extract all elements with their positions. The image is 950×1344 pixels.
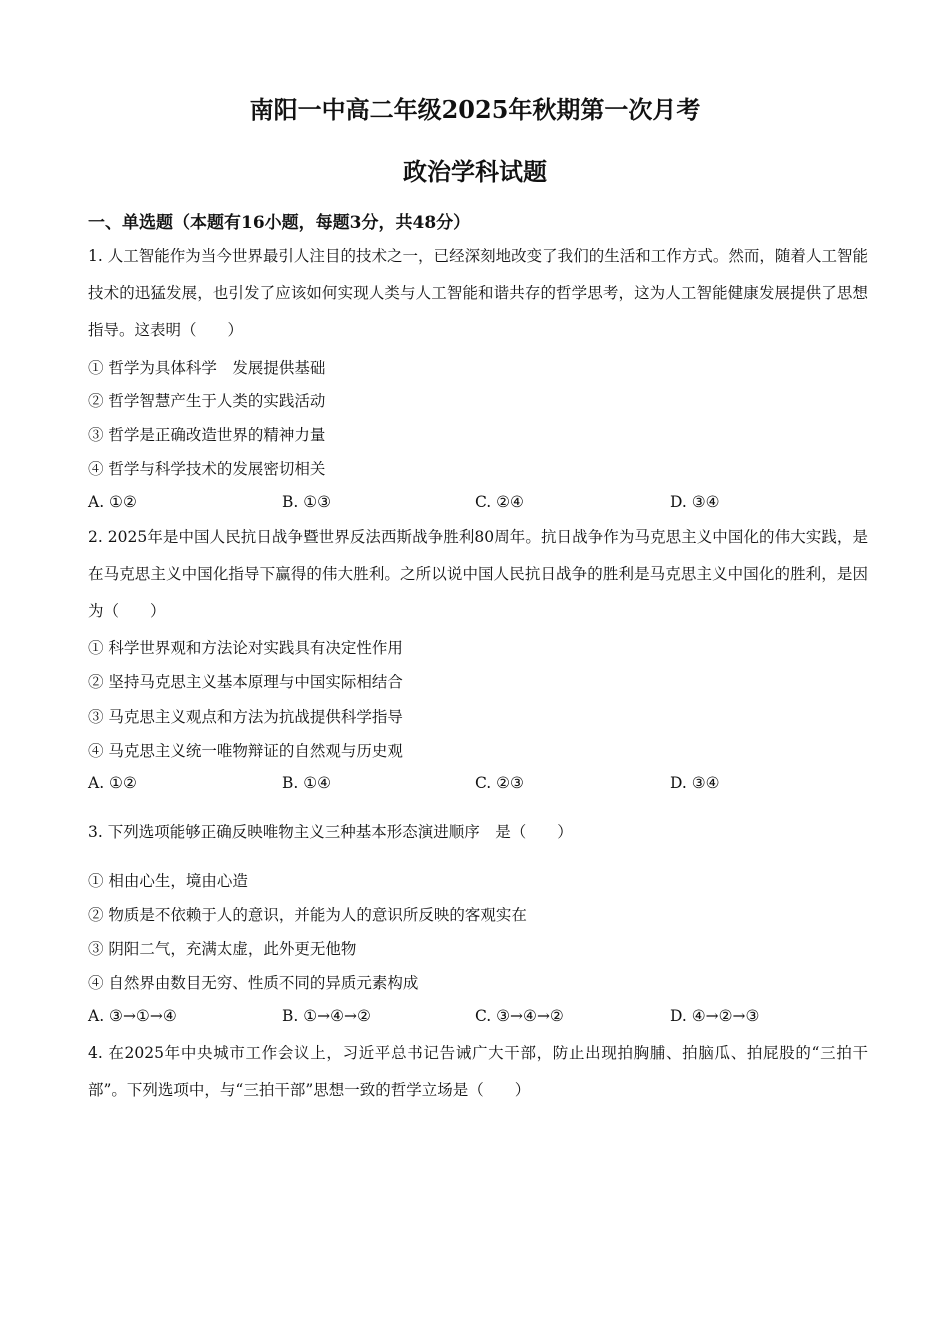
- choice-a: A. ①②: [88, 493, 137, 511]
- question-3-choices: [88, 1007, 868, 1029]
- question-3-option-4: ④ 自然界由数目无穷、性质不同的异质元素构成: [88, 974, 419, 992]
- question-2-option-1: ① 科学世界观和方法论对实践具有决定性作用: [88, 639, 403, 657]
- choice-b: B. ①③: [282, 493, 332, 511]
- question-1-option-1: ① 哲学为具体科学 发展提供基础: [88, 359, 326, 377]
- choice-d: D. ④→②→③: [670, 1007, 760, 1025]
- choice-c: C. ②③: [475, 774, 524, 792]
- choice-b: B. ①④: [282, 774, 332, 792]
- choice-c: C. ②④: [475, 493, 524, 511]
- question-3-stem: 3. 下列选项能够正确反映唯物主义三种基本形态演进顺序 是（ ）: [88, 823, 573, 841]
- choice-d: D. ③④: [670, 774, 720, 792]
- choice-a: A. ①②: [88, 774, 137, 792]
- question-1-option-4: ④ 哲学与科学技术的发展密切相关: [88, 460, 326, 478]
- choice-a: A. ③→①→④: [88, 1007, 177, 1025]
- question-3-option-3: ③ 阴阳二气，充满太虚，此外更无他物: [88, 940, 357, 958]
- choice-b: B. ①→④→②: [282, 1007, 371, 1025]
- question-1-stem: 1. 人工智能作为当今世界最引人注目的技术之一，已经深刻地改变了我们的生活和工作方式。然而，随着人工智能技术的迅猛发展，也引发了应该如何实现人类与人工智能和谐共存的哲学思考，这为人工智能健康发展提供了思想指导。这表明（ ）: [88, 247, 868, 339]
- question-3-option-1: ① 相由心生，境由心造: [88, 872, 248, 890]
- question-1-choices: [88, 493, 868, 515]
- choice-d: D. ③④: [670, 493, 720, 511]
- question-2-stem: 2. 2025年是中国人民抗日战争暨世界反法西斯战争胜利80周年。抗日战争作为马克思主义中国化的伟大实践，是在马克思主义中国化指导下赢得的伟大胜利。之所以说中国人民抗日战争的胜利是马克思主义中国化的胜利，是因为（ ）: [88, 528, 868, 620]
- question-2-option-4: ④ 马克思主义统一唯物辩证的自然观与历史观: [88, 742, 403, 760]
- exam-subtitle: 政治学科试题: [403, 157, 547, 186]
- question-4-stem: 4. 在2025年中央城市工作会议上，习近平总书记告诫广大干部，防止出现拍胸脯、拍脑瓜、拍屁股的“三拍干部”。下列选项中，与“三拍干部”思想一致的哲学立场是（ ）: [88, 1044, 868, 1099]
- question-2-option-3: ③ 马克思主义观点和方法为抗战提供科学指导: [88, 708, 403, 726]
- question-1-option-2: ② 哲学智慧产生于人类的实践活动: [88, 392, 326, 410]
- question-1-option-3: ③ 哲学是正确改造世界的精神力量: [88, 426, 326, 444]
- question-2-option-2: ② 坚持马克思主义基本原理与中国实际相结合: [88, 673, 403, 691]
- section-heading: 一、单选题（本题有16小题，每题3分，共48分）: [88, 213, 471, 233]
- question-3-option-2: ② 物质是不依赖于人的意识，并能为人的意识所反映的客观实在: [88, 906, 527, 924]
- choice-c: C. ③→④→②: [475, 1007, 564, 1025]
- question-2-choices: [88, 774, 868, 796]
- exam-title: 南阳一中高二年级2025年秋期第一次月考: [249, 95, 701, 124]
